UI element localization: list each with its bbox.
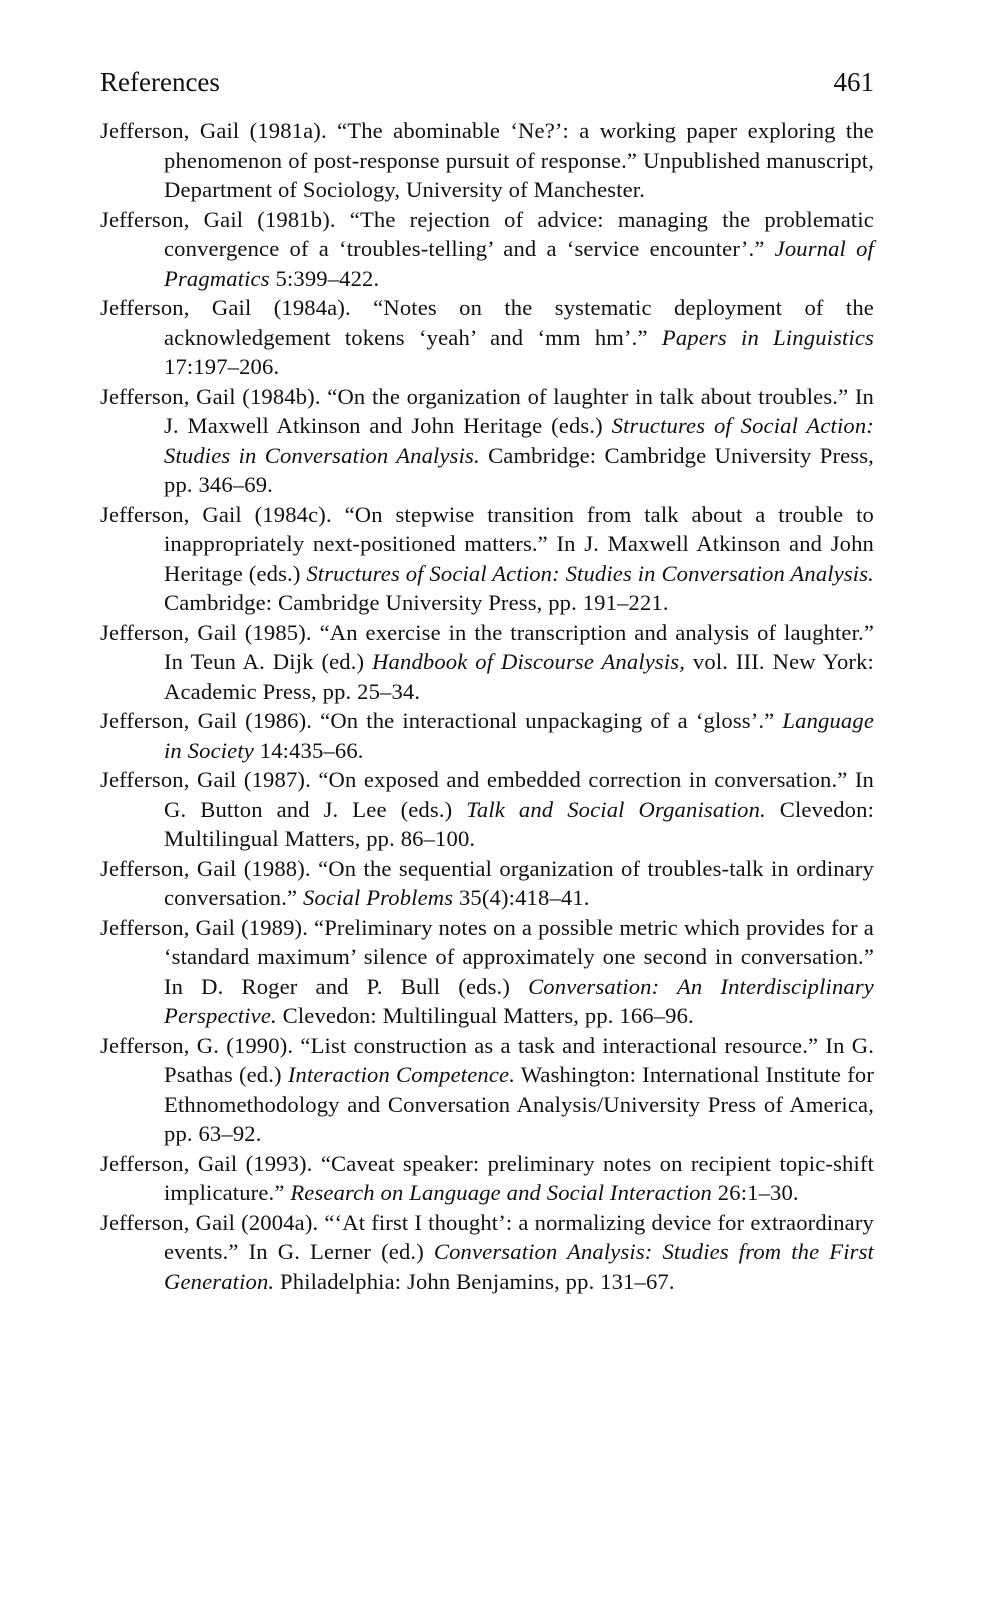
reference-entry (100, 500, 874, 618)
reference-entry (100, 706, 874, 765)
reference-venue: Research on Language and Social Interaction (290, 1180, 712, 1205)
reference-venue: Structures of Social Action: Studies in Conversation Analysis. (306, 560, 874, 586)
reference-author: Jefferson, Gail (1987). (100, 767, 311, 792)
reference-venue: Journal of Pragmatics (164, 236, 874, 291)
reference-entry (100, 618, 874, 707)
page-number: 461 (833, 67, 874, 97)
reference-author: Jefferson, Gail (1986). (100, 708, 313, 733)
reference-body: “On the interactional unpackaging of a ‘gloss’.” (320, 708, 775, 733)
reference-body: “‘At first I thought’: a normalizing device for extraordinary events.” In G. Lerner (ed.) (164, 1209, 874, 1264)
reference-author: Jefferson, G. (1990). (100, 1032, 294, 1058)
reference-venue: Conversation: An Interdisciplinary Perspective. (164, 973, 874, 1028)
reference-author: Jefferson, Gail (1984a). (100, 295, 351, 320)
reference-author: Jefferson, Gail (2004a). (100, 1209, 319, 1235)
reference-tail: 17:197–206. (164, 354, 280, 379)
reference-body: “The abominable ‘Ne?’: a working paper exploring the phenomenon of post-response pursuit of response.” Unpublished manuscript, Department of Sociology, University of Manchester. (164, 118, 874, 202)
reference-venue: Handbook of Discourse Analysis, (372, 649, 686, 674)
reference-tail: vol. III. New York: Academic Press, pp. 25–34. (164, 649, 874, 704)
reference-venue: Social Problems (303, 885, 454, 910)
reference-tail: 14:435–66. (259, 737, 364, 763)
reference-entry (100, 382, 874, 500)
reference-venue: Conversation Analysis: Studies from the First Generation. (164, 1239, 874, 1294)
reference-body: “On stepwise transition from talk about a trouble to inappropriately next-positioned matters.” In J. Maxwell Atkinson and John Heritage (eds.) (164, 501, 874, 586)
reference-author: Jefferson, Gail (1984b). (100, 383, 321, 409)
reference-author: Jefferson, Gail (1988). (100, 855, 311, 881)
reference-entry (100, 913, 874, 1031)
reference-body: “On the sequential organization of troubles-talk in ordinary conversation.” (164, 855, 874, 910)
reference-tail: Washington: International Institute for Ethnomethodology and Conversation Analysis/University Press of America, pp. 63–92. (164, 1062, 874, 1146)
reference-entry (100, 293, 874, 382)
reference-tail: Cambridge: Cambridge University Press, pp. 191–221. (164, 590, 669, 615)
page (100, 62, 874, 1296)
section-title: References (100, 67, 220, 97)
reference-tail: 5:399–422. (275, 265, 380, 291)
reference-author: Jefferson, Gail (1981b). (100, 206, 336, 232)
reference-list (100, 116, 874, 1296)
reference-author: Jefferson, Gail (1989). (100, 914, 309, 940)
reference-entry (100, 205, 874, 294)
reference-author: Jefferson, Gail (1985). (100, 619, 312, 645)
reference-body: “On exposed and embedded correction in conversation.” In G. Button and J. Lee (eds.) (164, 767, 874, 822)
reference-tail: 26:1–30. (717, 1180, 799, 1205)
reference-body: “Preliminary notes on a possible metric which provides for a ‘standard maximum’ silence of approximately one second in conversation.” In D. Roger and P. Bull (eds.) (164, 914, 874, 999)
reference-tail: 35(4):418–41. (458, 885, 590, 910)
reference-author: Jefferson, Gail (1993). (100, 1150, 313, 1176)
reference-tail: Cambridge: Cambridge University Press, pp. 346–69. (164, 442, 874, 497)
reference-body: “On the organization of laughter in talk about troubles.” In J. Maxwell Atkinson and John Heritage (eds.) (164, 383, 874, 438)
reference-entry (100, 116, 874, 205)
reference-entry (100, 1031, 874, 1149)
reference-author: Jefferson, Gail (1984c). (100, 501, 332, 527)
reference-body: “List construction as a task and interactional resource.” In G. Psathas (ed.) (164, 1032, 874, 1087)
reference-venue: Interaction Competence. (287, 1062, 516, 1087)
reference-entry (100, 1208, 874, 1297)
reference-venue: Talk and Social Organisation. (466, 796, 766, 822)
running-head (100, 62, 874, 102)
reference-entry (100, 1149, 874, 1208)
reference-tail: Clevedon: Multilingual Matters, pp. 166–96. (282, 1003, 694, 1028)
reference-author: Jefferson, Gail (1981a). (100, 118, 327, 143)
reference-tail: Philadelphia: John Benjamins, pp. 131–67. (280, 1268, 675, 1294)
reference-body: “The rejection of advice: managing the problematic convergence of a ‘troubles-telling’ and a ‘service encounter’.” (164, 206, 874, 261)
reference-entry (100, 765, 874, 854)
reference-body: “Notes on the systematic deployment of the acknowledgement tokens ‘yeah’ and ‘mm hm’.” (164, 295, 874, 350)
reference-venue: Structures of Social Action: Studies in Conversation Analysis. (164, 413, 874, 468)
reference-venue: Papers in Linguistics (661, 324, 874, 350)
reference-entry (100, 854, 874, 913)
reference-body: “Caveat speaker: preliminary notes on recipient topic-shift implicature.” (164, 1150, 875, 1205)
reference-tail: Clevedon: Multilingual Matters, pp. 86–100. (164, 796, 874, 851)
reference-venue: Language in Society (164, 708, 874, 763)
reference-body: “An exercise in the transcription and analysis of laughter.” In Teun A. Dijk (ed.) (164, 619, 875, 674)
